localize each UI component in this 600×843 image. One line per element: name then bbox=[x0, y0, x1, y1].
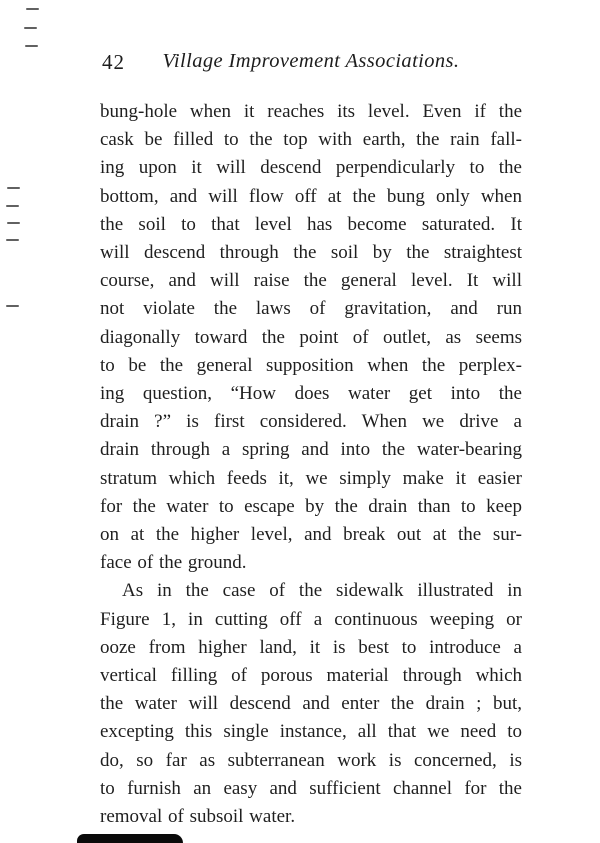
text-line: on at the higher level, and break out at the sur- bbox=[100, 524, 522, 546]
paragraph bbox=[100, 577, 522, 831]
scan-artifact-dash bbox=[6, 239, 19, 241]
text-line: drain through a spring and into the water-bearing bbox=[100, 439, 522, 461]
page-body bbox=[100, 98, 522, 831]
text-line: face of the ground. bbox=[100, 552, 247, 574]
text-line: to be the general supposition when the perplex- bbox=[100, 354, 522, 376]
text-line: ing question, “How does water get into the bbox=[100, 383, 522, 405]
scan-artifact-dash bbox=[6, 305, 19, 307]
text-line: cask be filled to the top with earth, the rain fall- bbox=[100, 129, 522, 151]
text-line: vertical filling of porous material through which bbox=[100, 665, 522, 687]
scan-artifact-dash bbox=[24, 27, 37, 29]
text-line: course, and will raise the general level. It will bbox=[100, 270, 522, 292]
running-title: Village Improvement Associations. bbox=[162, 50, 460, 72]
text-line: will descend through the soil by the straightest bbox=[100, 242, 522, 264]
text-line: to furnish an easy and sufficient channel for the bbox=[100, 777, 522, 799]
page-number: 42 bbox=[102, 50, 125, 74]
text-line: do, so far as subterranean work is concerned, is bbox=[100, 749, 522, 771]
scan-artifact-dash bbox=[25, 45, 38, 47]
text-line: Figure 1, in cutting off a continuous weeping or bbox=[100, 608, 522, 630]
text-line: bottom, and will flow off at the bung only when bbox=[100, 185, 522, 207]
text-line: the soil to that level has become saturated. It bbox=[100, 213, 522, 235]
text-line: not violate the laws of gravitation, and run bbox=[100, 298, 522, 320]
text-line: ooze from higher land, it is best to introduce a bbox=[100, 636, 522, 658]
text-line: the water will descend and enter the drain ; but, bbox=[100, 693, 522, 715]
paragraph bbox=[100, 98, 522, 577]
text-line: stratum which feeds it, we simply make it easier bbox=[100, 467, 522, 489]
text-line: removal of subsoil water. bbox=[100, 806, 296, 828]
text-line: drain ?” is first considered. When we drive a bbox=[100, 411, 522, 433]
text-line: bung-hole when it reaches its level. Even if the bbox=[100, 101, 522, 122]
text-line: for the water to escape by the drain than to keep bbox=[100, 495, 522, 517]
text-line: excepting this single instance, all that we need to bbox=[100, 721, 522, 743]
text-line: As in the case of the sidewalk illustrated in bbox=[122, 580, 522, 602]
text-line: ing upon it will descend perpendicularly to the bbox=[100, 157, 522, 179]
scan-artifact-dash bbox=[26, 8, 39, 10]
scan-artifact-dash bbox=[7, 222, 20, 224]
page-header bbox=[100, 50, 522, 78]
scan-artifact-dash bbox=[7, 187, 20, 189]
scan-artifact-dash bbox=[6, 205, 19, 207]
scan-artifact-ink-blob bbox=[77, 834, 183, 843]
text-line: diagonally toward the point of outlet, as seems bbox=[100, 326, 522, 348]
